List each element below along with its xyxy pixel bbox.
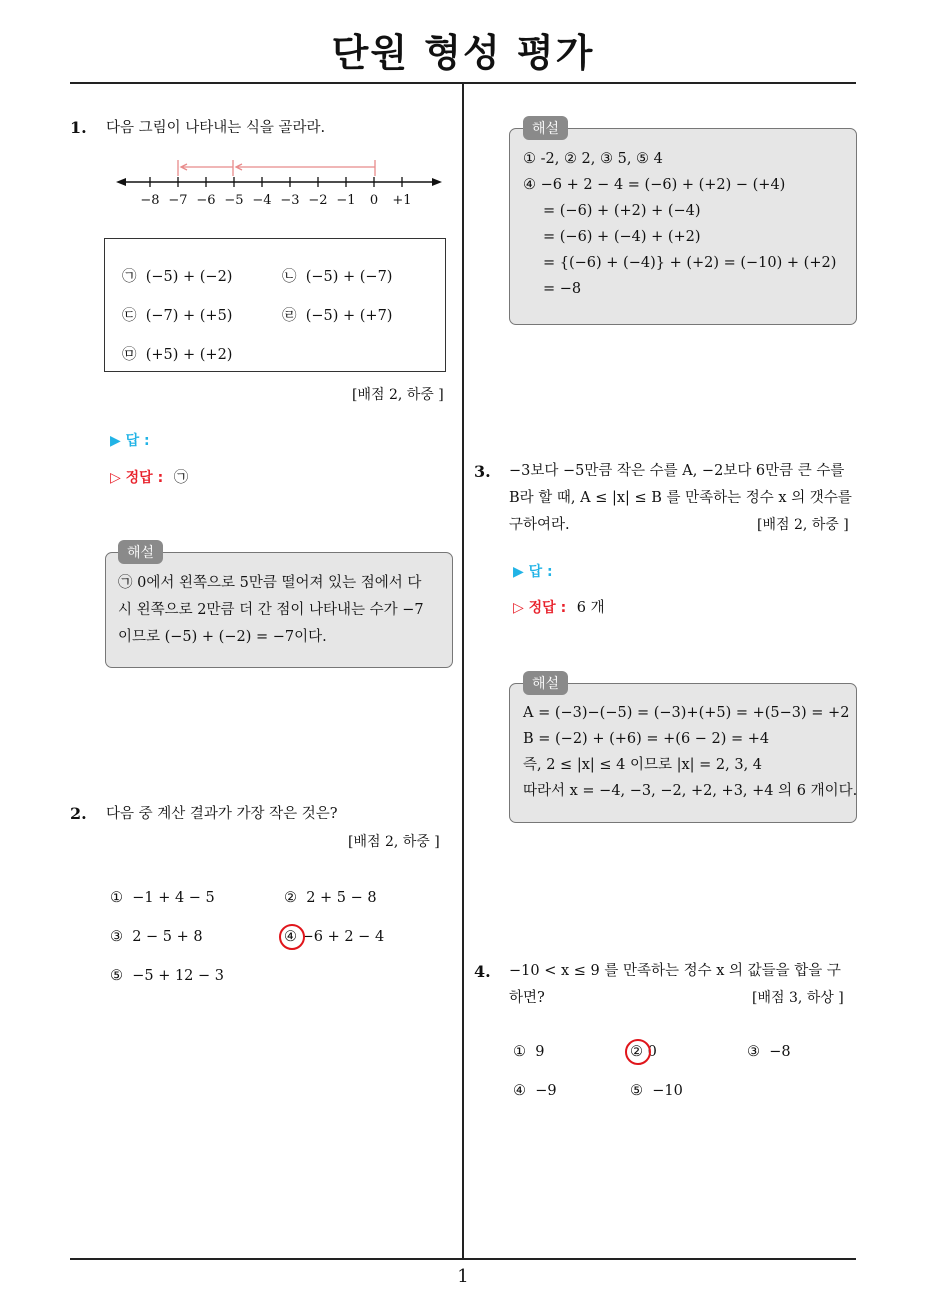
q3-answer-label: ▶ 답 : [513,564,553,580]
number-line-label: −6 [196,193,216,208]
q2-expl-line-6: = −8 [543,281,582,297]
q4-choice-4[interactable]: ④ −9 [513,1083,557,1099]
q3-explanation-tab: 해설 [523,671,568,695]
q1-choice-3[interactable]: ㉢ (−7) + (+5) [122,308,233,324]
q4-choice-2[interactable]: ② 0 [630,1044,657,1060]
number-line-label: −7 [168,193,188,208]
q4-score: [배점 3, 하상 ] [752,990,844,1006]
q4-choice-3[interactable]: ③ −8 [747,1044,791,1060]
column-divider [462,83,464,1259]
q2-selected-circle [279,924,305,950]
number-line-label: −1 [336,193,356,208]
q2-choice-5[interactable]: ⑤ −5 + 12 − 3 [110,968,225,984]
q1-explanation-tab: 해설 [118,540,163,564]
q1-correct-row [110,466,188,487]
q3-text-line-1: −3보다 −5만큼 작은 수를 A, −2보다 6만큼 큰 수를 [509,463,845,479]
q1-answer-label: ▶ 답 : [110,433,150,449]
q4-selected-circle [625,1039,651,1065]
q1-choice-5[interactable]: ㉤ (+5) + (+2) [122,347,233,363]
q3-text-line-3: 구하여라. [509,517,570,533]
q4-choice-5[interactable]: ⑤ −10 [630,1083,683,1099]
number-line-jump-arrows [178,160,375,176]
q1-expl-line-1: ㉠ 0에서 왼쪽으로 5만큼 떨어져 있는 점에서 다 [118,575,422,591]
q4-number: 4. [474,962,491,981]
q1-correct-value: ㉠ [173,470,189,486]
q1-choice-2[interactable]: ㉡ (−5) + (−7) [282,269,393,285]
q2-expl-line-5: = {(−6) + (−4)} + (+2) = (−10) + (+2) [543,255,837,271]
number-line-label: −8 [140,193,160,208]
bottom-rule [70,1258,856,1260]
q2-explanation-tab: 해설 [523,116,568,140]
q1-number: 1. [70,118,87,137]
q1-number-line [112,152,452,212]
q3-correct-label: ▷ 정답 : [513,600,567,616]
q3-expl-line-4: 따라서 x = −4, −3, −2, +2, +3, +4 의 6 개이다. [523,783,858,799]
q2-number: 2. [70,804,87,823]
q1-text: 다음 그림이 나타내는 식을 골라라. [106,120,326,136]
q2-expl-line-1: ① -2, ② 2, ③ 5, ⑤ 4 [523,151,663,167]
q2-choice-1[interactable]: ① −1 + 4 − 5 [110,890,215,906]
number-line-left-arrow [116,178,126,186]
q2-choice-3[interactable]: ③ 2 − 5 + 8 [110,929,203,945]
q2-expl-line-3: = (−6) + (+2) + (−4) [543,203,701,219]
q1-expl-line-2: 시 왼쪽으로 2만큼 더 간 점이 나타내는 수가 −7 [118,602,424,618]
q1-choice-4[interactable]: ㉣ (−5) + (+7) [282,308,393,324]
q2-text: 다음 중 계산 결과가 가장 작은 것은? [106,806,338,822]
q3-expl-line-3: 즉, 2 ≤ |x| ≤ 4 이므로 |x| = 2, 3, 4 [523,757,763,773]
number-line-right-arrow [432,178,442,186]
q2-expl-line-2: ④ −6 + 2 − 4 = (−6) + (+2) − (+4) [523,177,786,193]
q3-correct-value: 6 개 [576,600,605,616]
q2-score: [배점 2, 하중 ] [348,834,440,850]
number-line-label: 0 [369,193,379,208]
q1-score: [배점 2, 하중 ] [352,387,444,403]
number-line-label: −5 [224,193,244,208]
q4-choice-1[interactable]: ① 9 [513,1044,545,1060]
q1-correct-label: ▷ 정답 : [110,470,164,486]
page-number: 1 [457,1266,469,1287]
q1-choice-1[interactable]: ㉠ (−5) + (−2) [122,269,233,285]
q4-text-line-2: 하면? [509,990,545,1006]
number-line-label: −2 [308,193,328,208]
number-line-label: +1 [392,193,412,208]
q2-choice-4[interactable]: ④ −6 + 2 − 4 [284,929,385,945]
q3-correct-row [513,596,605,617]
q2-choice-2[interactable]: ② 2 + 5 − 8 [284,890,377,906]
number-line-label: −3 [280,193,300,208]
q3-number: 3. [474,462,491,481]
q2-expl-line-4: = (−6) + (−4) + (+2) [543,229,701,245]
q3-expl-line-1: A = (−3)−(−5) = (−3)+(+5) = +(5−3) = +2 [523,705,850,721]
q1-expl-line-3: 이므로 (−5) + (−2) = −7이다. [118,629,327,645]
q3-expl-line-2: B = (−2) + (+6) = +(6 − 2) = +4 [523,731,770,747]
q3-text-line-2: B라 할 때, A ≤ |x| ≤ B 를 만족하는 정수 x 의 갯수를 [509,490,852,506]
number-line-label: −4 [252,193,272,208]
page-title: 단원 형성 평가 [331,31,595,75]
q4-text-line-1: −10 < x ≤ 9 를 만족하는 정수 x 의 값들을 합을 구 [509,963,841,979]
number-line-labels [140,193,411,208]
q3-score: [배점 2, 하중 ] [757,517,849,533]
